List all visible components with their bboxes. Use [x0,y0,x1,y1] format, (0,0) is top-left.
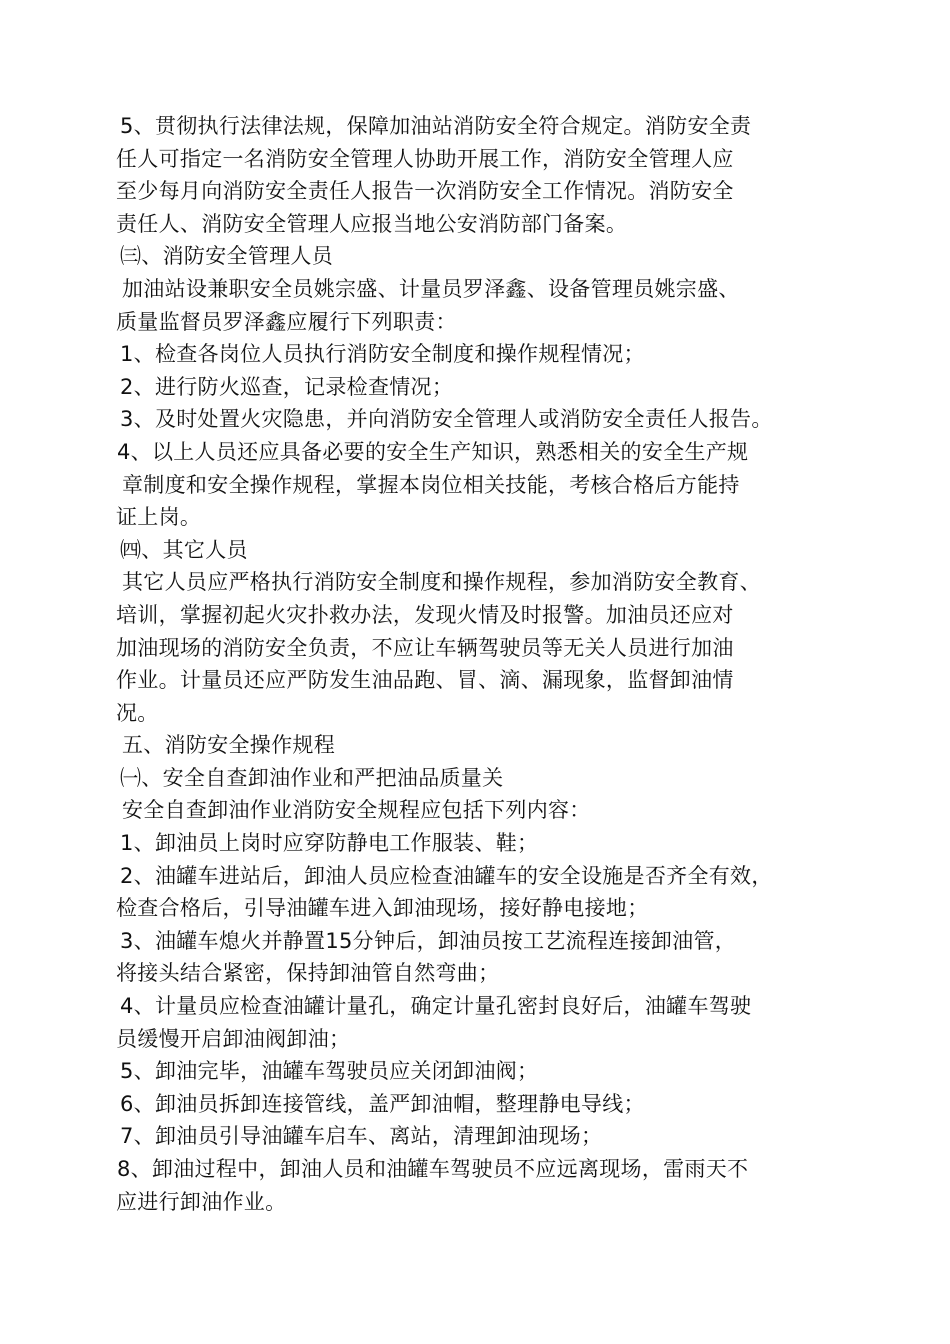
text-line: 应进行卸油作业。 [116,1189,287,1214]
section-heading: ㈠、安全自查卸油作业和严把油品质量关 [120,765,504,790]
list-item: 3、及时处置火灾隐患，并向消防安全管理人或消防安全责任人报告。 [120,407,773,432]
text-line: 检查合格后，引导油罐车进入卸油现场，接好静电接地； [116,896,649,921]
text-line: 责任人、消防安全管理人应报当地公安消防部门备案。 [116,211,628,236]
text-line: 安全自查卸油作业消防安全规程应包括下列内容： [122,798,591,823]
list-item: 7、卸油员引导油罐车启车、离站，清理卸油现场； [120,1124,603,1149]
text-line: 加油现场的消防安全负责，不应让车辆驾驶员等无关人员进行加油 [116,635,734,660]
list-item: 2、油罐车进站后，卸油人员应检查油罐车的安全设施是否齐全有效， [120,863,773,888]
text-line: 作业。计量员还应严防发生油品跑、冒、滴、漏现象，监督卸油情 [116,668,734,693]
list-item: 4、计量员应检查油罐计量孔，确定计量孔密封良好后，油罐车驾驶 [120,994,752,1019]
text-line: 证上岗。 [116,505,202,530]
text-line: 章制度和安全操作规程，掌握本岗位相关技能，考核合格后方能持 [122,472,740,497]
text-line: 至少每月向消防安全责任人报告一次消防安全工作情况。消防安全 [116,179,734,204]
text-line: 任人可指定一名消防安全管理人协助开展工作，消防安全管理人应 [116,146,734,171]
section-heading: ㈢、消防安全管理人员 [120,244,333,269]
list-item: 6、卸油员拆卸连接管线，盖严卸油帽，整理静电导线； [120,1091,645,1116]
list-item: 5、卸油完毕，油罐车驾驶员应关闭卸油阀； [120,1059,539,1084]
list-item: 1、检查各岗位人员执行消防安全制度和操作规程情况； [120,342,645,367]
section-heading: ㈣、其它人员 [120,537,248,562]
text-line: 质量监督员罗泽鑫应履行下列职责： [116,309,457,334]
text-line: 况。 [116,700,159,725]
text-line: 5、贯彻执行法律法规，保障加油站消防安全符合规定。消防安全责 [120,114,752,138]
text-line: 培训，掌握初起火灾扑救办法，发现火情及时报警。加油员还应对 [116,602,734,627]
section-heading: 五、消防安全操作规程 [122,733,335,758]
text-line: 其它人员应严格执行消防安全制度和操作规程，参加消防安全教育、 [122,570,761,595]
text-line: 员缓慢开启卸油阀卸油； [116,1026,351,1051]
list-item: 1、卸油员上岗时应穿防静电工作服装、鞋； [120,831,539,856]
list-item: 2、进行防火巡查，记录检查情况； [120,374,454,399]
list-item: 8、卸油过程中，卸油人员和油罐车驾驶员不应远离现场，雷雨天不 [117,1157,749,1181]
text-line: 将接头结合紧密，保持卸油管自然弯曲； [116,961,500,986]
text-line: 加油站设兼职安全员姚宗盛、计量员罗泽鑫、设备管理员姚宗盛、 [122,276,740,301]
list-item: 4、以上人员还应具备必要的安全生产知识，熟悉相关的安全生产规 [117,439,749,464]
list-item: 3、油罐车熄火并静置15分钟后，卸油员按工艺流程连接卸油管， [120,928,737,953]
document-body [0,110,950,1218]
